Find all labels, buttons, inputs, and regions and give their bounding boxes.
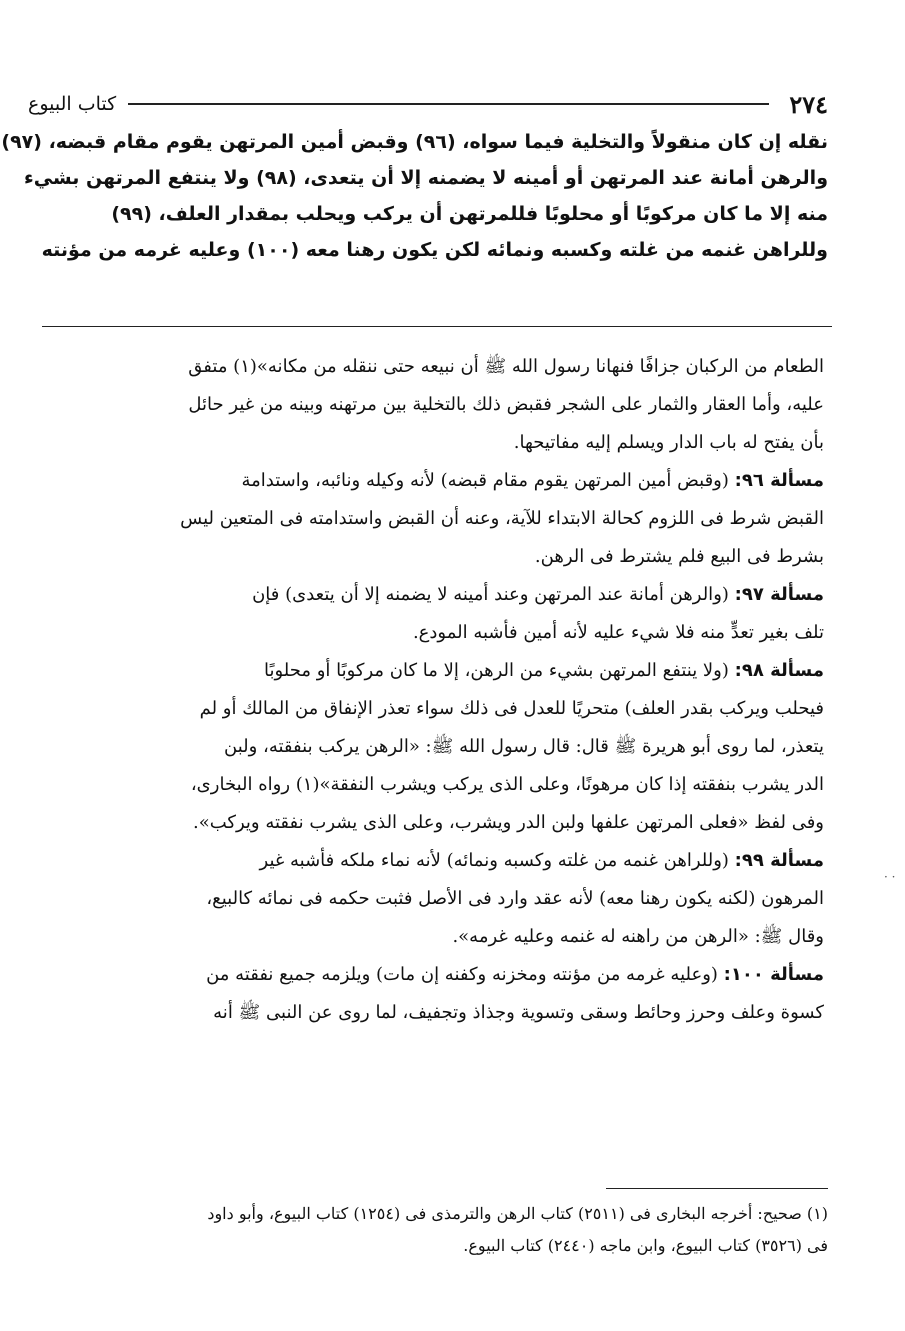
text-divider (42, 326, 832, 327)
commentary-line (34, 728, 824, 766)
footnote-line: فى (٣٥٢٦) كتاب البيوع، وابن ماجه (٢٤٤٠) كتاب البيوع. (463, 1236, 828, 1255)
masala-heading: مسألة ٩٨: (734, 660, 824, 681)
commentary-text: القبض شرط فى اللزوم كحالة الابتداء للآية، وعنه أن القبض واستدامته فى المتعين ليس (180, 508, 824, 529)
commentary (34, 348, 824, 1032)
commentary-text: بشرط فى البيع فلم يشترط فى الرهن. (534, 546, 824, 567)
commentary-text: يتعذر، لما روى أبو هريرة ﷺ قال: قال رسول الله ﷺ: «الرهن يركب بنفقته، ولبن (224, 736, 824, 757)
main-text-line: وللراهن غنمه من غلته وكسبه ونمائه لكن يكون رهنا معه (١٠٠) وعليه غرمه من مؤنته (41, 239, 828, 261)
masala-heading: مسألة ٩٧: (734, 584, 824, 605)
margin-marks: · · (884, 870, 896, 884)
commentary-text: تلف بغير تعدٍّ منه فلا شيء عليه لأنه أمين فأشبه المودع. (412, 622, 824, 643)
page-header (28, 88, 828, 120)
commentary-line (34, 766, 824, 804)
footnote-divider (606, 1188, 828, 1189)
commentary-line (34, 652, 824, 690)
header-divider (128, 103, 769, 105)
main-text-line: نقله إن كان منقولاً والتخلية فيما سواه، (٩٦) وقبض أمين المرتهن يقوم مقام قبضه، (٩٧) (1, 131, 828, 153)
commentary-text: (والرهن أمانة عند المرتهن وعند أمينه لا يضمنه إلا أن يتعدى) فإن (252, 584, 729, 605)
commentary-line (34, 842, 824, 880)
masala-heading: مسألة ٩٦: (734, 470, 824, 491)
masala-heading: مسألة ١٠٠: (723, 964, 824, 985)
commentary-line (34, 538, 824, 576)
commentary-text: الطعام من الركبان جزافًا فنهانا رسول الله ﷺ أن نبيعه حتى ننقله من مكانه»(١) متفق (188, 356, 824, 377)
commentary-text: المرهون (لكنه يكون رهنا معه) لأنه عقد وارد فى الأصل فثبت حكمه فى نمائه كالبيع، (206, 888, 824, 909)
commentary-line (34, 500, 824, 538)
commentary-text: كسوة وعلف وحرز وحائط وسقى وتسوية وجذاذ وتجفيف، لما روى عن النبى ﷺ أنه (213, 1002, 824, 1023)
commentary-line (34, 614, 824, 652)
book-title: كتاب البيوع (28, 93, 117, 115)
commentary-text: (وعليه غرمه من مؤنته ومخزنه وكفنه إن مات) ويلزمه جميع نفقته من (206, 964, 718, 985)
commentary-text: الدر يشرب بنفقته إذا كان مرهونًا، وعلى الذى يركب ويشرب النفقة»(١) رواه البخارى، (190, 774, 824, 795)
commentary-line (34, 386, 824, 424)
commentary-text: (وللراهن غنمه من غلته وكسبه ونمائه) لأنه نماء ملكه فأشبه غير (259, 850, 729, 871)
commentary-line (34, 918, 824, 956)
commentary-line (34, 804, 824, 842)
commentary-text: وفى لفظ «فعلى المرتهن علفها ولبن الدر ويشرب، وعلى الذى يشرب نفقته ويركب». (193, 812, 824, 833)
masala-heading: مسألة ٩٩: (734, 850, 824, 871)
commentary-line (34, 576, 824, 614)
footnotes (40, 1198, 828, 1262)
page-number: ٢٧٤ (789, 89, 828, 119)
main-text-line: منه إلا ما كان مركوبًا أو محلوبًا فللمرتهن أن يركب ويحلب بمقدار العلف، (٩٩) (111, 203, 828, 225)
footnote-line: (١) صحيح: أخرجه البخارى فى (٢٥١١) كتاب الرهن والترمذى فى (١٢٥٤) كتاب البيوع، وأبو داود (207, 1204, 828, 1223)
commentary-text: بأن يفتح له باب الدار ويسلم إليه مفاتيحها. (513, 432, 824, 453)
commentary-text: (ولا ينتفع المرتهن بشيء من الرهن، إلا ما كان مركوبًا أو محلوبًا (263, 660, 729, 681)
main-text-line: والرهن أمانة عند المرتهن أو أمينه لا يضمنه إلا أن يتعدى، (٩٨) ولا ينتفع المرتهن بشيء (23, 167, 828, 189)
commentary-text: عليه، وأما العقار والثمار على الشجر فقبض ذلك بالتخلية بين مرتهنه وبينه من غير حائل (188, 394, 824, 415)
commentary-line (34, 462, 824, 500)
commentary-line (34, 994, 824, 1032)
commentary-text: (وقبض أمين المرتهن يقوم مقام قبضه) لأنه وكيله ونائبه، واستدامة (241, 470, 729, 491)
main-text (1, 124, 828, 268)
commentary-text: وقال ﷺ: «الرهن من راهنه له غنمه وعليه غرمه». (452, 926, 824, 947)
commentary-line (34, 690, 824, 728)
commentary-line (34, 424, 824, 462)
commentary-line (34, 348, 824, 386)
commentary-line (34, 880, 824, 918)
commentary-text: فيحلب ويركب بقدر العلف) متحريًا للعدل فى ذلك سواء تعذر الإنفاق من المالك أو لم (199, 698, 824, 719)
commentary-line (34, 956, 824, 994)
